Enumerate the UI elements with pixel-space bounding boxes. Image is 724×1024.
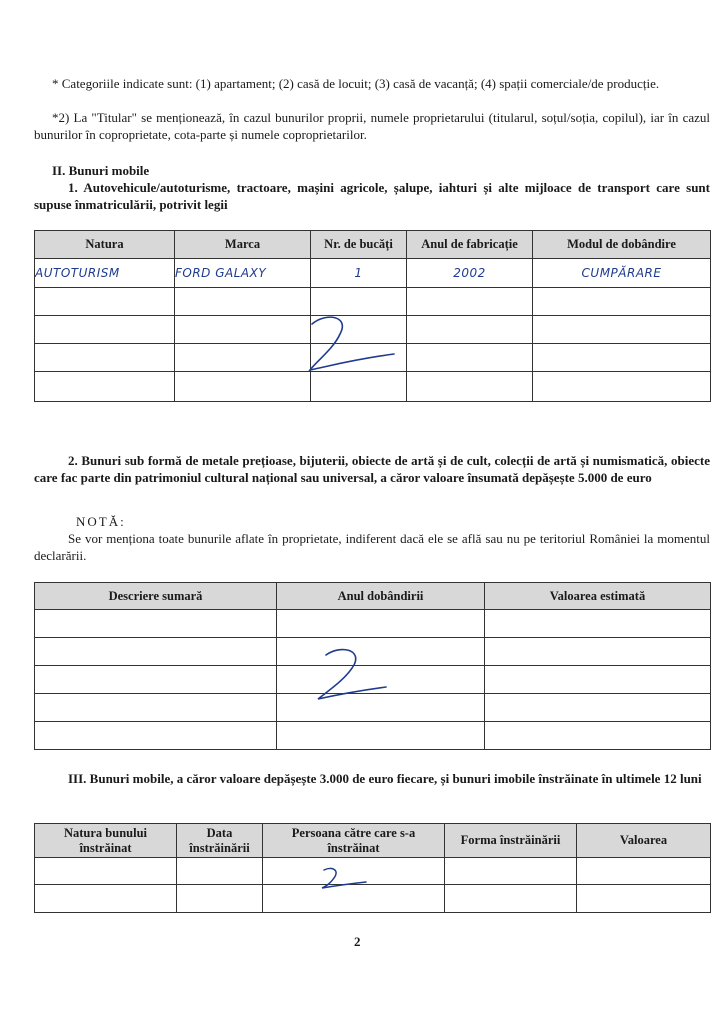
col-data-instrainarii: Data înstrăinării — [177, 824, 263, 858]
section-iii-heading: III. Bunuri mobile, a căror valoare depășește 3.000 de euro fiecare, și bunuri imobile înstrăinate în ultimele 12 luni — [68, 771, 702, 786]
section-ii-2-heading: 2. Bunuri sub formă de metale prețioase, bijuterii, obiecte de artă și de cult, colecții de artă și numismatică, obiecte care fac parte din patrimoniul cultural național sau universal, a căror valoare însumată depășește 5.000 de euro — [34, 453, 710, 485]
nota-title: NOTĂ: — [76, 514, 126, 529]
vehicle-natura: AUTOTURISM — [35, 259, 175, 288]
note-categories: * Categoriile indicate sunt: (1) apartament; (2) casă de locuit; (3) casă de vacanță; (4) spații comerciale/de producție. — [52, 76, 660, 91]
strike-mark-valuables — [300, 645, 390, 705]
vehicle-nr-bucati: 1 — [311, 259, 407, 288]
col-valoarea: Valoarea — [577, 824, 711, 858]
col-descriere: Descriere sumară — [35, 583, 277, 610]
table-row — [35, 722, 711, 750]
section-ii-1-heading: 1. Autovehicule/autoturisme, tractoare, mașini agricole, șalupe, iahturi și alte mijloace de transport care sunt supuse înmatriculării, potrivit legii — [34, 180, 710, 212]
page-number: 2 — [354, 934, 361, 949]
vehicle-marca: FORD GALAXY — [175, 259, 311, 288]
col-natura-bunului: Natura bunului înstrăinat — [35, 824, 177, 858]
col-persoana: Persoana către care s-a înstrăinat — [263, 824, 445, 858]
vehicle-anul: 2002 — [407, 259, 533, 288]
vehicle-modul: CUMPĂRARE — [533, 259, 711, 288]
valuables-table-header — [35, 583, 711, 610]
strike-mark-vehicles — [290, 310, 400, 380]
strike-mark-alienated — [314, 864, 374, 894]
section-ii-heading: II. Bunuri mobile — [52, 163, 150, 178]
col-natura: Natura — [35, 231, 175, 259]
table-row — [35, 259, 711, 288]
col-valoarea-estimata: Valoarea estimată — [485, 583, 711, 610]
alienated-table-header — [35, 824, 711, 858]
col-anul-dobandirii: Anul dobândirii — [277, 583, 485, 610]
vehicles-table-header — [35, 231, 711, 259]
col-marca: Marca — [175, 231, 311, 259]
col-anul-fabricatie: Anul de fabricație — [407, 231, 533, 259]
nota-text: Se vor menționa toate bunurile aflate în proprietate, indiferent dacă ele se află sau nu pe teritoriul României la momentul declarării. — [34, 531, 710, 563]
table-row — [35, 610, 711, 638]
col-forma: Forma înstrăinării — [445, 824, 577, 858]
note-titular: *2) La "Titular" se menționează, în cazul bunurilor proprii, numele proprietarului (titularul, soțul/soția, copilul), iar în cazul bunurilor în coproprietate, cota-parte și numele coproprietarilor. — [34, 110, 710, 142]
col-modul-dobandire: Modul de dobândire — [533, 231, 711, 259]
col-nr-bucati: Nr. de bucăți — [311, 231, 407, 259]
